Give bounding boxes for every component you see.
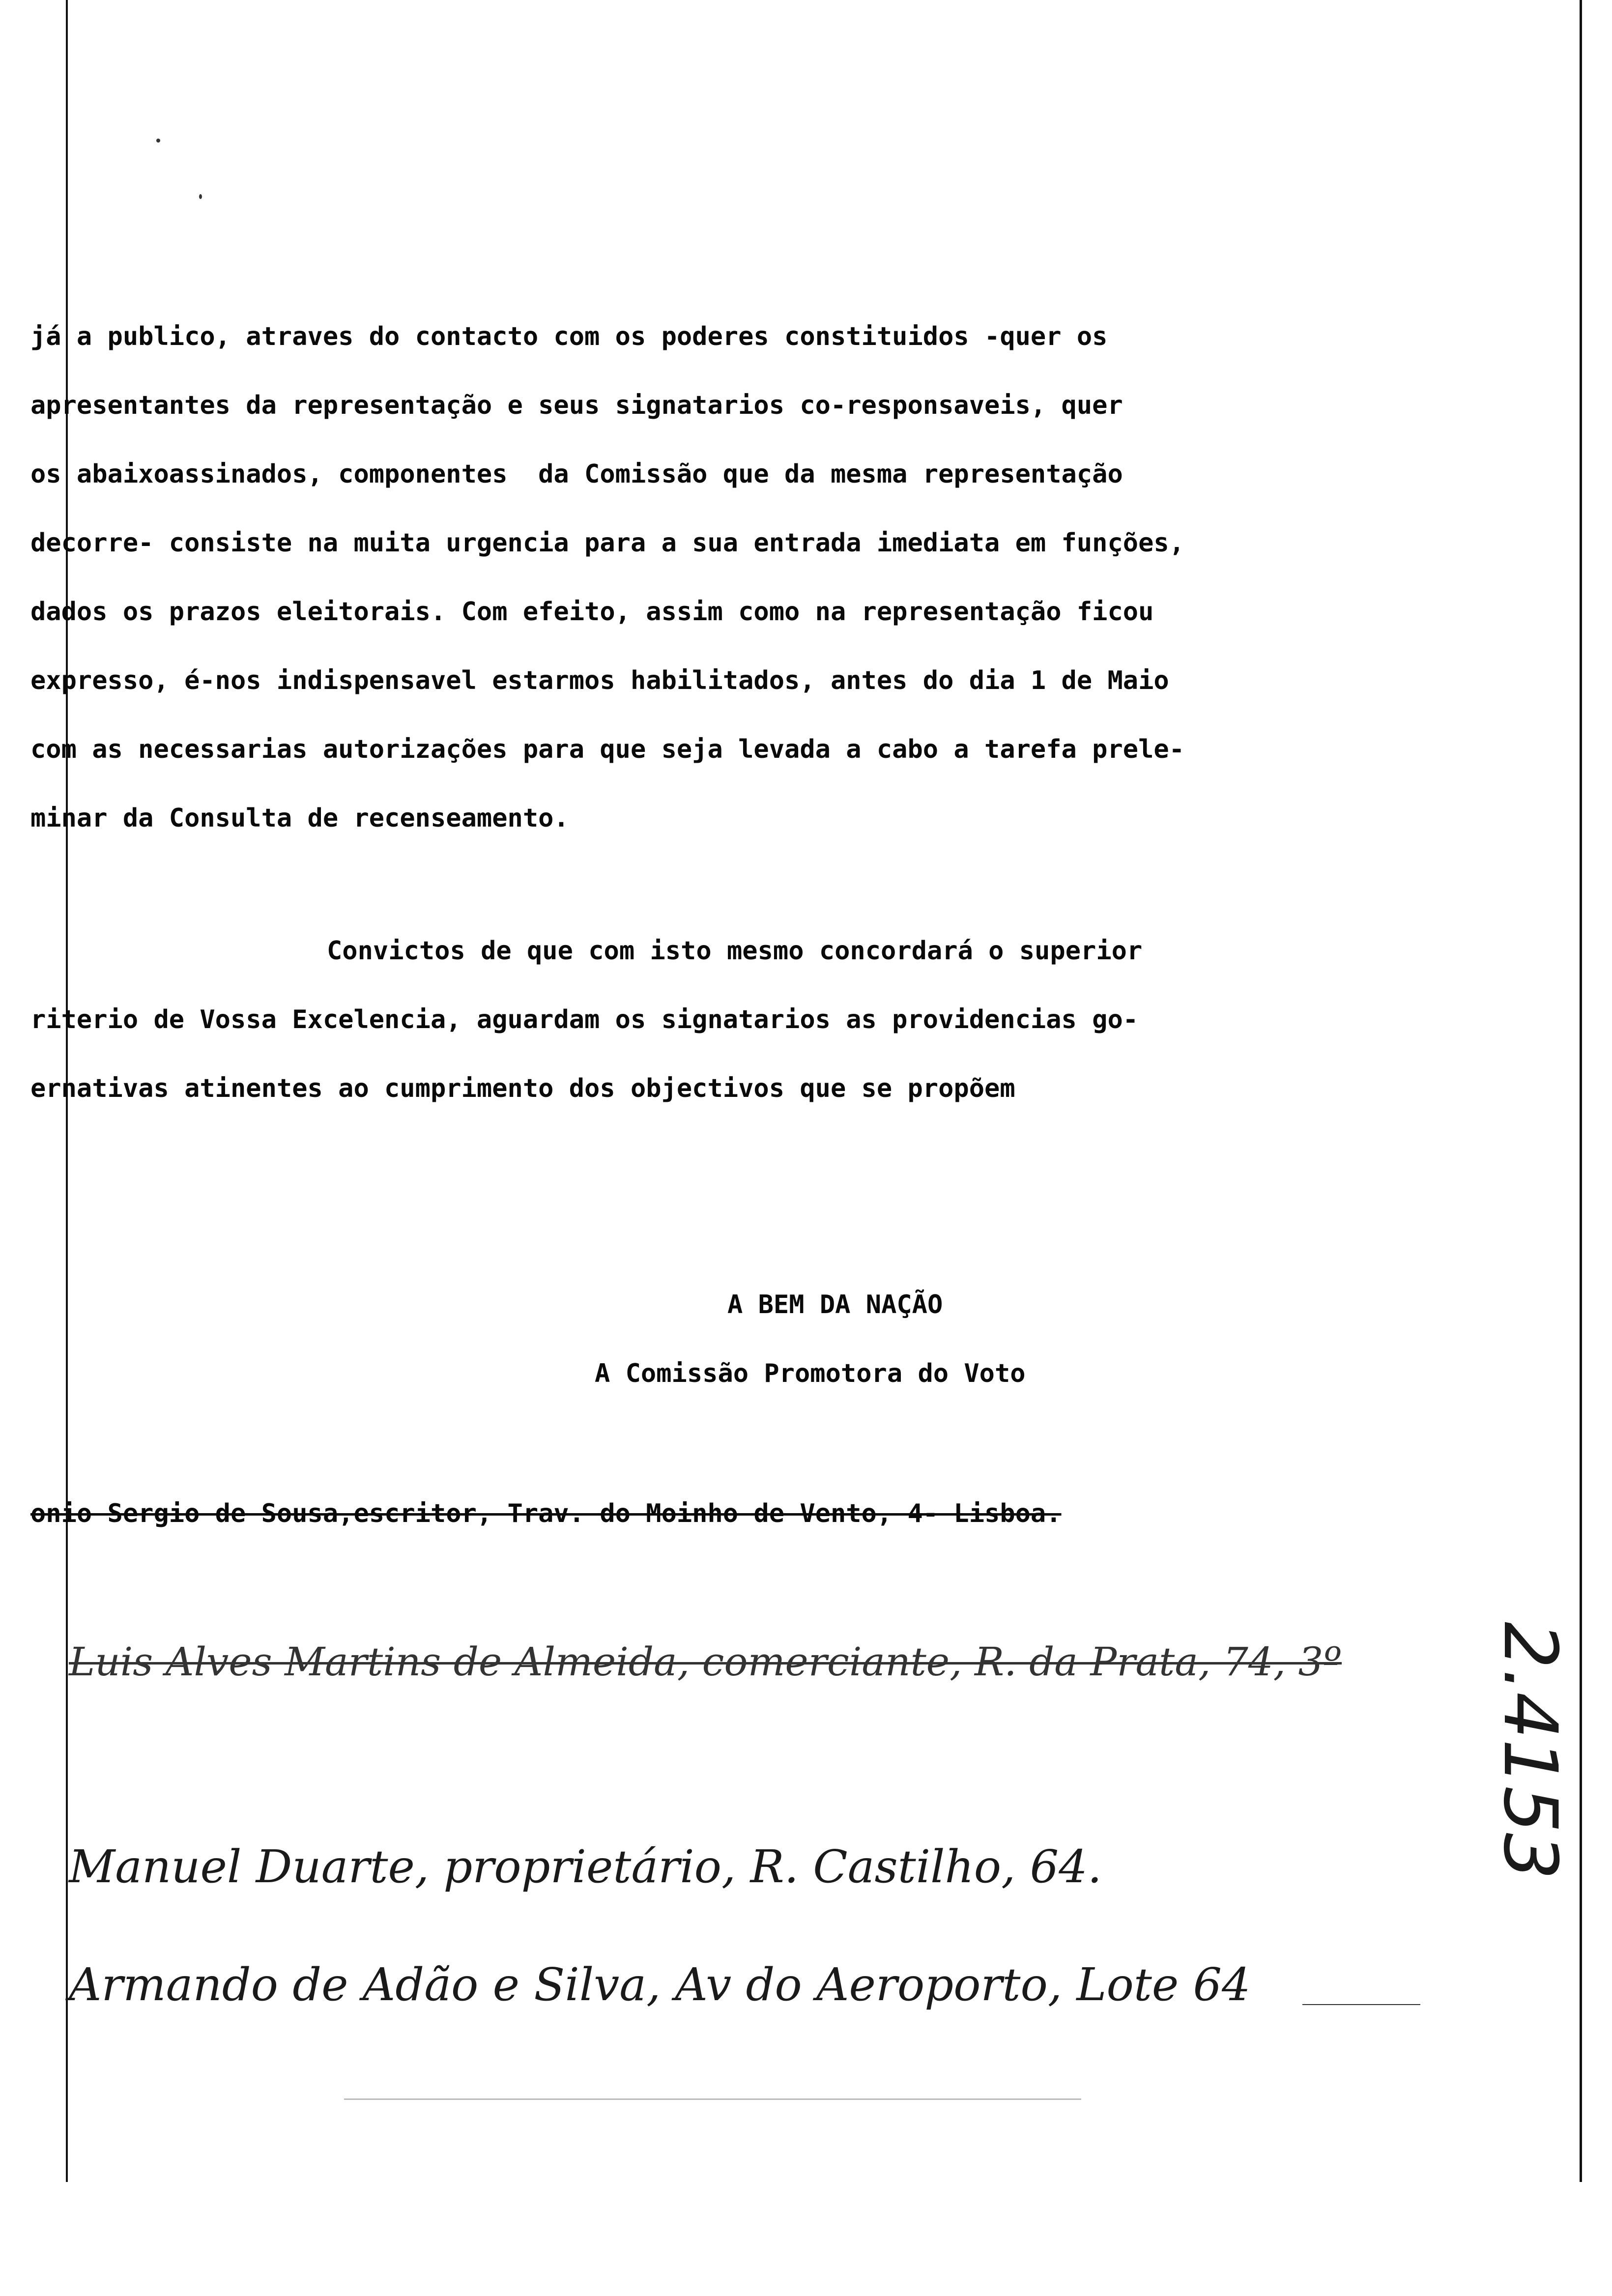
right-margin-rule: [1580, 0, 1582, 2182]
scan-speck: [156, 139, 160, 143]
closing-line: ernativas atinentes ao cumprimento dos objectivos que se propõem: [30, 1074, 1015, 1103]
committee-name: A Comissão Promotora do Voto: [595, 1359, 1026, 1388]
motto: A BEM DA NAÇÃO: [727, 1290, 943, 1320]
struck-signatory-handwritten: Luis Alves Martins de Almeida, comerciante, R. da Prata, 74, 3º: [69, 1639, 1342, 1685]
closing-line: Convictos de que com isto mesmo concordará o superior: [327, 936, 1143, 966]
body-line: minar da Consulta de recenseamento.: [30, 804, 569, 833]
faint-signature-line: [344, 2098, 1081, 2100]
archive-number: 2.4153: [1487, 1622, 1573, 1880]
body-line: apresentantes da representação e seus signatarios co-responsaveis, quer: [30, 391, 1123, 420]
body-line: decorre- consiste na muita urgencia para a sua entrada imediata em funções,: [30, 528, 1184, 558]
body-line: os abaixoassinados, componentes da Comissão que da mesma representação: [30, 459, 1123, 489]
signature-trailing-line: [1302, 2004, 1420, 2005]
handwritten-signatory: Manuel Duarte, proprietário, R. Castilho, 64.: [69, 1840, 1102, 1893]
body-line: com as necessarias autorizações para que seja levada a cabo a tarefa prele-: [30, 735, 1184, 764]
scan-speck: [199, 194, 202, 199]
body-line: dados os prazos eleitorais. Com efeito, assim como na representação ficou: [30, 597, 1154, 627]
handwritten-signatory: Armando de Adão e Silva, Av do Aeroporto, Lote 64: [69, 1958, 1251, 2011]
closing-line: riterio de Vossa Excelencia, aguardam os signatarios as providencias go-: [30, 1005, 1139, 1034]
body-line: expresso, é-nos indispensavel estarmos habilitados, antes do dia 1 de Maio: [30, 666, 1169, 695]
body-line: já a publico, atraves do contacto com os poderes constituidos -quer os: [30, 322, 1108, 351]
struck-signatory-typed: onio Sergio de Sousa,escritor, Trav. do Moinho de Vento, 4- Lisboa.: [30, 1499, 1062, 1528]
